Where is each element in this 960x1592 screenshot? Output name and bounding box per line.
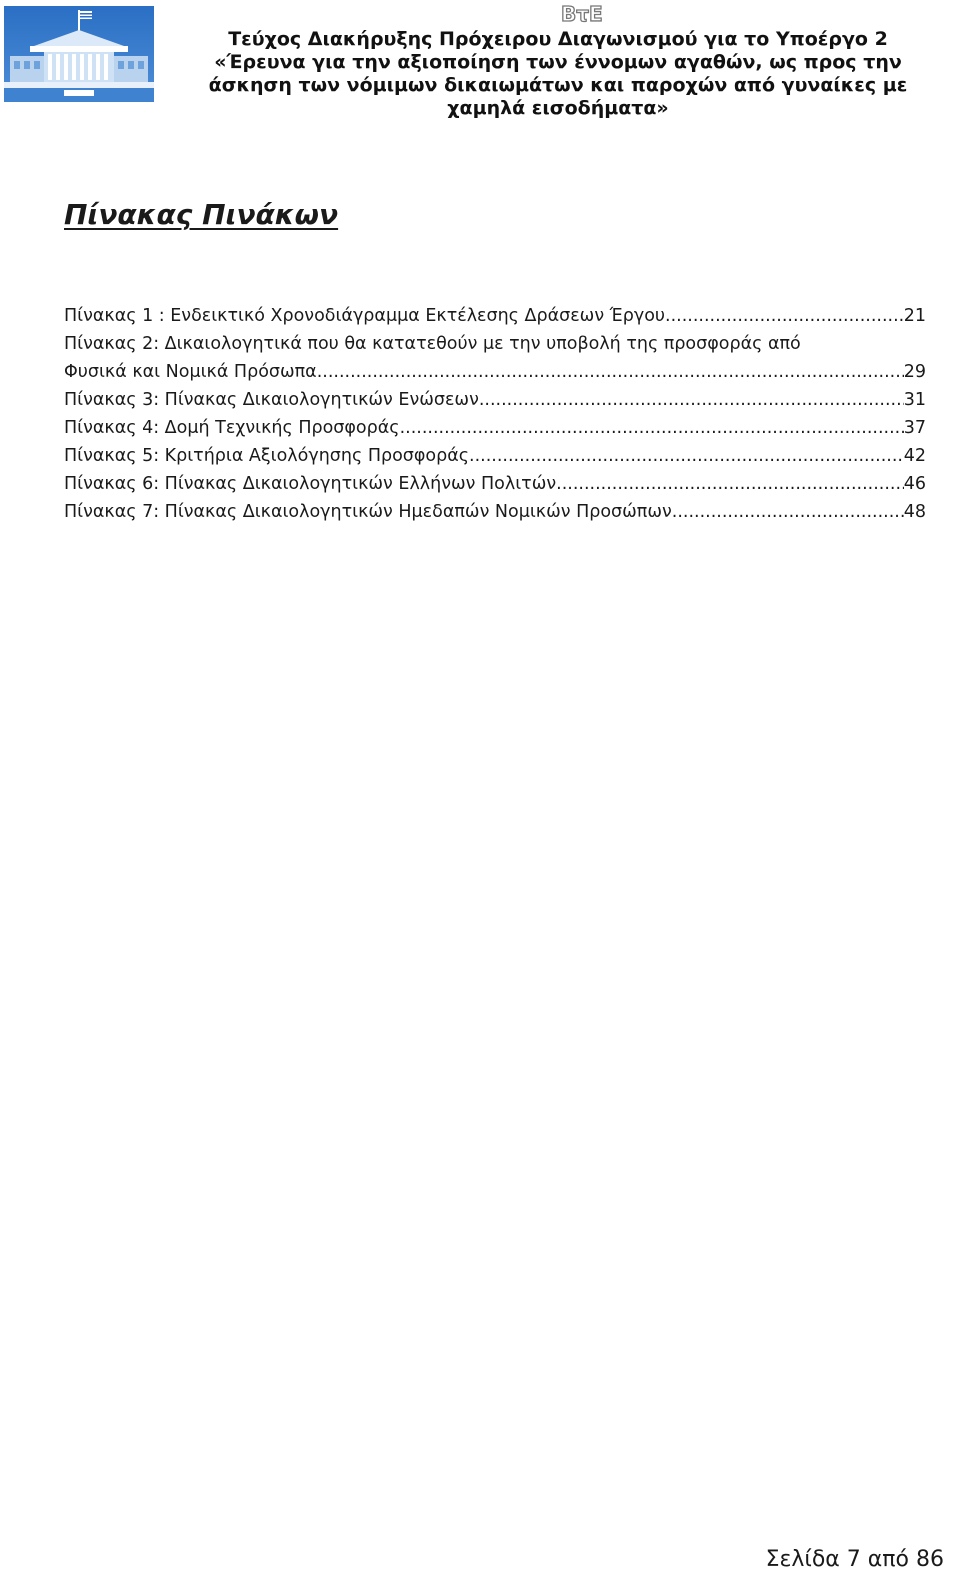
toc-leader-dots xyxy=(479,386,904,414)
toc-leader-dots xyxy=(400,414,904,442)
toc-entry-page[interactable]: 29 xyxy=(903,362,926,382)
toc-entry[interactable] xyxy=(64,330,926,386)
toc-entry-page[interactable]: 21 xyxy=(903,306,926,326)
toc-entry[interactable] xyxy=(64,442,926,470)
toc-entry-page[interactable]: 31 xyxy=(903,390,926,410)
toc-entry[interactable] xyxy=(64,302,926,330)
toc-entry-text[interactable]: Πίνακας 6: Πίνακας Δικαιολογητικών Ελλήνων Πολιτών xyxy=(64,474,557,494)
toc-leader-dots xyxy=(665,302,904,330)
toc-entry-text[interactable]: Πίνακας 4: Δομή Τεχνικής Προσφοράς xyxy=(64,418,400,438)
toc-leader-dots xyxy=(556,470,904,498)
table-of-tables xyxy=(64,302,926,526)
toc-entry-page[interactable]: 48 xyxy=(903,502,926,522)
toc-entry-page[interactable]: 42 xyxy=(903,446,926,466)
toc-leader-dots xyxy=(469,442,904,470)
parliament-logo xyxy=(4,6,154,102)
toc-entry[interactable] xyxy=(64,414,926,442)
header-line: «Έρευνα για την αξιοποίηση των έννομων αγαθών, ως προς την xyxy=(214,51,902,73)
toc-entry-text[interactable]: Φυσικά και Νομικά Πρόσωπα xyxy=(64,362,317,382)
toc-entry[interactable] xyxy=(64,470,926,498)
toc-entry-text[interactable]: Πίνακας 1 : Ενδεικτικό Χρονοδιάγραμμα Εκτέλεσης Δράσεων Έργου xyxy=(64,306,666,326)
toc-entry-page[interactable]: 46 xyxy=(903,474,926,494)
header-line: άσκηση των νόμιμων δικαιωμάτων και παροχών από γυναίκες με xyxy=(208,74,908,96)
toc-entry-page[interactable]: 37 xyxy=(903,418,926,438)
toc-leader-dots xyxy=(672,498,904,526)
brand-mark: ΒτΕ xyxy=(561,2,603,26)
table-of-tables-title: Πίνακας Πινάκων xyxy=(64,198,339,231)
header-line: Τεύχος Διακήρυξης Πρόχειρου Διαγωνισμού για το Υποέργο 2 xyxy=(228,28,888,50)
toc-entry[interactable] xyxy=(64,386,926,414)
toc-entry-text[interactable]: Πίνακας 2: Δικαιολογητικά που θα κατατεθούν με την υποβολή της προσφοράς από xyxy=(64,334,801,354)
toc-entry-text[interactable]: Πίνακας 5: Κριτήρια Αξιολόγησης Προσφοράς xyxy=(64,446,470,466)
header-line: χαμηλά εισοδήματα» xyxy=(447,97,669,119)
toc-entry[interactable] xyxy=(64,498,926,526)
toc-entry-text[interactable]: Πίνακας 3: Πίνακας Δικαιολογητικών Ενώσεων xyxy=(64,390,479,410)
page-number: Σελίδα 7 από 86 xyxy=(765,1547,944,1572)
toc-entry-continuation[interactable] xyxy=(64,358,926,386)
document-header xyxy=(158,28,958,120)
toc-leader-dots xyxy=(317,358,904,386)
toc-entry-text[interactable]: Πίνακας 7: Πίνακας Δικαιολογητικών Ημεδαπών Νομικών Προσώπων xyxy=(64,502,672,522)
